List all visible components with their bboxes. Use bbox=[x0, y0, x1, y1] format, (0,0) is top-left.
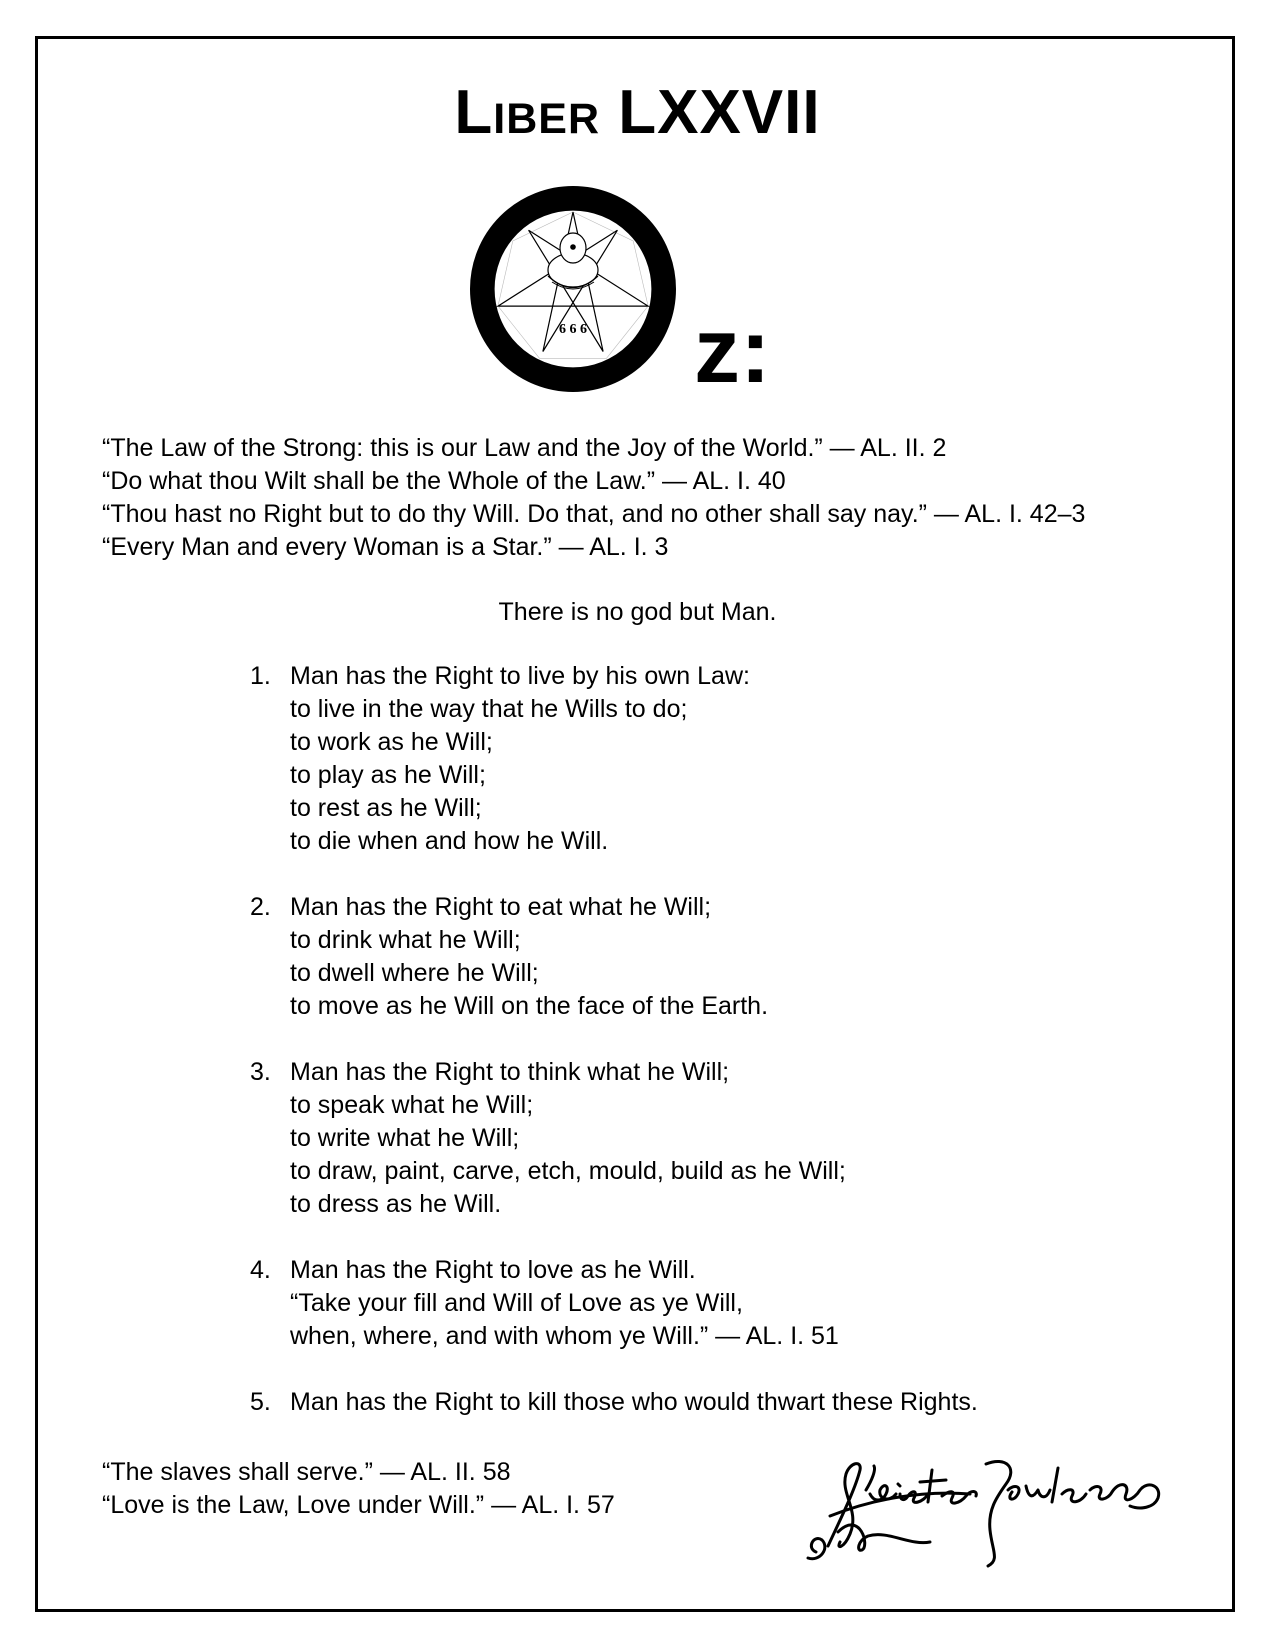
epigraph: “Every Man and every Woman is a Star.” — AL. I. 3 bbox=[102, 533, 669, 561]
right-item-2 bbox=[250, 891, 978, 1023]
right-line: to work as he Will; bbox=[290, 728, 493, 756]
closing-quotes bbox=[102, 1456, 615, 1522]
right-line: to die when and how he Will. bbox=[290, 827, 609, 855]
closing-quote: “Love is the Law, Love under Will.” — AL. I. 57 bbox=[102, 1491, 615, 1519]
epigraph: “Do what thou Wilt shall be the Whole of the Law.” — AL. I. 40 bbox=[102, 467, 786, 495]
right-line: to live in the way that he Wills to do; bbox=[290, 695, 688, 723]
right-item-3 bbox=[250, 1056, 978, 1221]
right-line: Man has the Right to kill those who would thwart these Rights. bbox=[290, 1388, 978, 1416]
right-line: to speak what he Will; bbox=[290, 1091, 534, 1119]
right-line: Man has the Right to think what he Will; bbox=[290, 1058, 730, 1086]
page-title: Liber LXXVII bbox=[454, 78, 821, 147]
right-item-1 bbox=[250, 660, 978, 858]
right-line: to play as he Will; bbox=[290, 761, 486, 789]
right-number: 5. bbox=[250, 1388, 271, 1416]
right-item-5 bbox=[250, 1386, 978, 1419]
rights-list bbox=[250, 660, 978, 1452]
oz-heading-z: z: bbox=[694, 300, 771, 402]
epigraph: “The Law of the Strong: this is our Law and the Joy of the World.” — AL. II. 2 bbox=[102, 434, 947, 462]
signature-icon bbox=[800, 1450, 1175, 1570]
epigraph: “Thou hast no Right but to do thy Will. Do that, and no other shall say nay.” — AL. I. 42–3 bbox=[102, 500, 1086, 528]
right-item-4 bbox=[250, 1254, 978, 1353]
right-line: to write what he Will; bbox=[290, 1124, 520, 1152]
right-line: when, where, and with whom ye Will.” — AL. I. 51 bbox=[290, 1322, 839, 1350]
right-line: to rest as he Will; bbox=[290, 794, 482, 822]
right-number: 4. bbox=[250, 1256, 271, 1284]
right-line: to dwell where he Will; bbox=[290, 959, 539, 987]
closing-quote: “The slaves shall serve.” — AL. II. 58 bbox=[102, 1458, 511, 1486]
right-line: to draw, paint, carve, etch, mould, build as he Will; bbox=[290, 1157, 846, 1185]
right-line: Man has the Right to live by his own Law: bbox=[290, 662, 750, 690]
right-line: “Take your fill and Will of Love as ye Will, bbox=[290, 1289, 743, 1317]
right-line: to move as he Will on the face of the Earth. bbox=[290, 992, 769, 1020]
right-number: 2. bbox=[250, 893, 271, 921]
right-line: Man has the Right to love as he Will. bbox=[290, 1256, 696, 1284]
epigraphs bbox=[102, 432, 1085, 564]
right-line: to drink what he Will; bbox=[290, 926, 521, 954]
star-sigil-icon bbox=[468, 184, 678, 394]
right-number: 3. bbox=[250, 1058, 271, 1086]
tagline: There is no god but Man. bbox=[498, 598, 777, 626]
emblem-inscription: 6 6 6 bbox=[559, 322, 587, 337]
right-line: to dress as he Will. bbox=[290, 1190, 502, 1218]
right-line: Man has the Right to eat what he Will; bbox=[290, 893, 712, 921]
right-number: 1. bbox=[250, 662, 271, 690]
